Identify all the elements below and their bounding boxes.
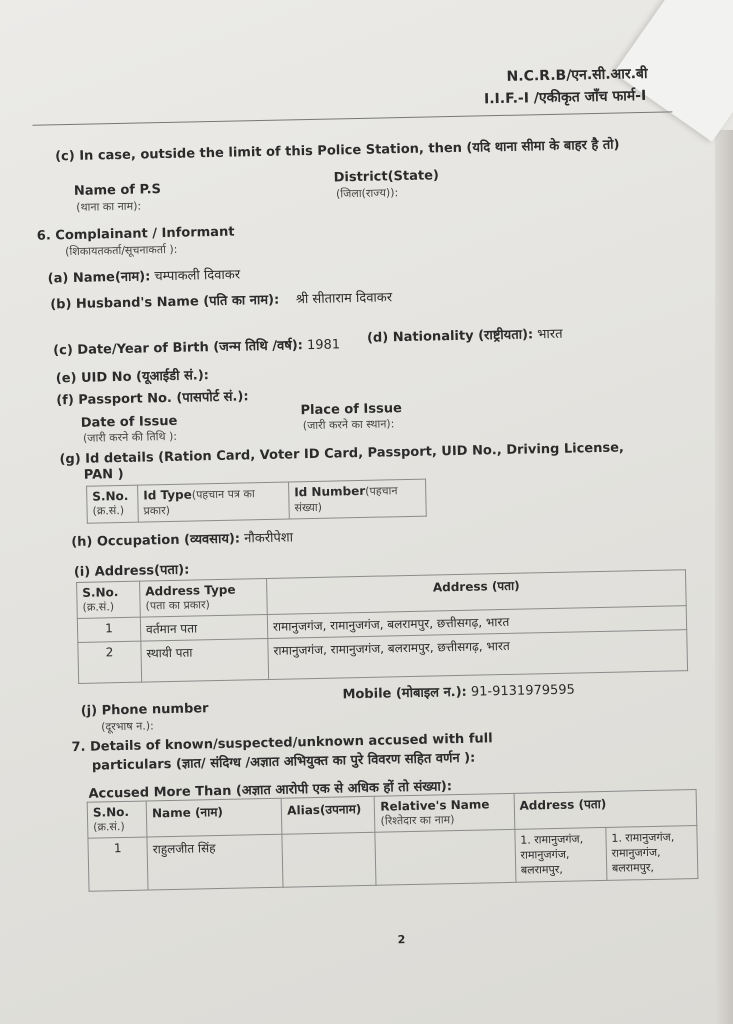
address-table — [76, 569, 688, 684]
addr-row1-type: वर्तमान पता — [140, 614, 267, 641]
name-label: (a) Name(नाम): — [47, 269, 151, 287]
accused-more-than: Accused More Than (अज्ञात आरोपी एक से अधिक हों तो संख्या): — [88, 779, 453, 802]
husband-row — [50, 287, 392, 312]
poi-label: Place of Issue — [300, 401, 402, 419]
acc-row1-address-1: 1. रामानुजगंज, रामानुजगंज, बलरामपुर, — [515, 827, 607, 882]
acc-col-relative: Relative's Name (रिश्तेदार का नाम) — [375, 793, 515, 832]
id-col-sno: S.No. (क्र.सं.) — [87, 485, 139, 523]
table-row — [88, 826, 698, 892]
husband-value: श्री सीताराम दिवाकर — [295, 290, 393, 308]
addr-row1-sno: 1 — [77, 617, 140, 642]
accused-table — [87, 789, 699, 892]
header-ncrb: N.C.R.B/एन.सी.आर.बी — [506, 65, 648, 85]
acc-col-alias: Alias(उपनाम) — [281, 796, 375, 834]
ps-sub: (थाना का नाम): — [76, 199, 142, 214]
acc-col-name: Name (नाम) — [146, 798, 282, 837]
acc-row1-name: राहुलजीत सिंह — [147, 834, 283, 890]
header-rule — [32, 111, 672, 125]
name-row — [48, 264, 241, 286]
id-label2: PAN ) — [83, 466, 124, 483]
acc-row1-relative — [375, 829, 515, 885]
district-sub: (जिला(राज्य)): — [335, 186, 399, 201]
acc-col-address: Address (पता) — [514, 790, 697, 830]
address-label: (i) Address(पता): — [73, 562, 190, 581]
nationality-label: (d) Nationality (राष्ट्रीयता): — [366, 327, 534, 346]
uid-label: (e) UID No (यूआईडी सं.): — [55, 368, 210, 387]
accused-heading: 7. Details of known/suspected/unknown accused with full — [71, 731, 493, 756]
passport-label: (f) Passport No. (पासपोर्ट सं.): — [56, 389, 249, 409]
mobile-value: 91-9131979595 — [470, 682, 576, 700]
acc-row1-address-2: 1. रामानुजगंज, रामानुजगंज, बलरामपुर, — [606, 826, 698, 881]
phone-label: (j) Phone number — [80, 701, 209, 719]
district-label: District(State) — [333, 168, 440, 186]
id-col-number: Id Number(पहचान संख्या) — [289, 479, 427, 519]
husband-label: (b) Husband's Name (पति का नाम): — [50, 292, 280, 313]
doi-sub: (जारी करने की तिथि ): — [82, 429, 178, 445]
page-number: 2 — [397, 933, 406, 947]
header-iif: I.I.F.-I /एकीकृत जाँच फार्म-I — [483, 87, 647, 108]
addr-col-sno: S.No. (क्र.सं.) — [77, 581, 141, 618]
id-label: (g) Id details (Ration Card, Voter ID Card, Passport, UID No., Driving License, — [59, 440, 625, 468]
addr-col-address: Address (पता) — [267, 570, 687, 615]
occupation-label: (h) Occupation (व्यवसाय): — [71, 531, 241, 551]
doi-label: Date of Issue — [80, 413, 178, 431]
mobile-label: Mobile (मोबाइल न.): — [342, 684, 467, 703]
name-value: चम्पाकली दिवाकर — [154, 267, 241, 285]
dob-value: 1981 — [306, 337, 341, 354]
complainant-heading-sub: (शिकायतकर्ता/सूचनाकर्ता ): — [65, 242, 178, 259]
occupation-value: नौकरीपेशा — [244, 530, 294, 547]
addr-row1-address: रामानुजगंज, रामानुजगंज, बलरामपुर, छत्तीसगढ़, भारत — [267, 606, 686, 639]
occupation-row — [71, 527, 293, 550]
mobile-row — [342, 680, 575, 703]
poi-sub: (जारी करने का स्थान): — [302, 417, 395, 433]
id-table — [86, 479, 427, 524]
id-col-type: Id Type(पहचान पत्र का प्रकार) — [138, 482, 290, 522]
acc-row1-alias — [282, 832, 376, 887]
accused-heading2: particulars (ज्ञात/ संदिग्ध /अज्ञात अभियुक्त का पुरे विवरण सहित वर्णन ): — [91, 750, 476, 774]
acc-col-sno: S.No. (क्र.सं.) — [87, 801, 147, 838]
phone-sub: (दूरभाष न.): — [100, 719, 154, 734]
addr-row2-type: स्थायी पता — [141, 638, 269, 682]
id-table-header — [87, 479, 427, 523]
addr-row2-sno: 2 — [78, 641, 142, 683]
dob-label: (c) Date/Year of Birth (जन्म तिथि /वर्ष): — [53, 338, 304, 359]
acc-row1-sno: 1 — [88, 837, 148, 891]
nationality-value: भारत — [537, 326, 563, 343]
addr-row2-address: रामानुजगंज, रामानुजगंज, बलरामपुर, छत्तीसगढ़, भारत — [268, 630, 688, 680]
complainant-heading: 6. Complainant / Informant — [36, 224, 235, 244]
nationality-row — [367, 324, 563, 346]
section-c-title: (c) In case, outside the limit of this Police Station, then (यदि थाना सीमा के बाहर है तो) — [55, 137, 620, 165]
dob-row — [53, 334, 340, 358]
addr-col-type: Address Type (पता का प्रकार) — [140, 578, 268, 617]
ps-label: Name of P.S — [73, 182, 162, 199]
